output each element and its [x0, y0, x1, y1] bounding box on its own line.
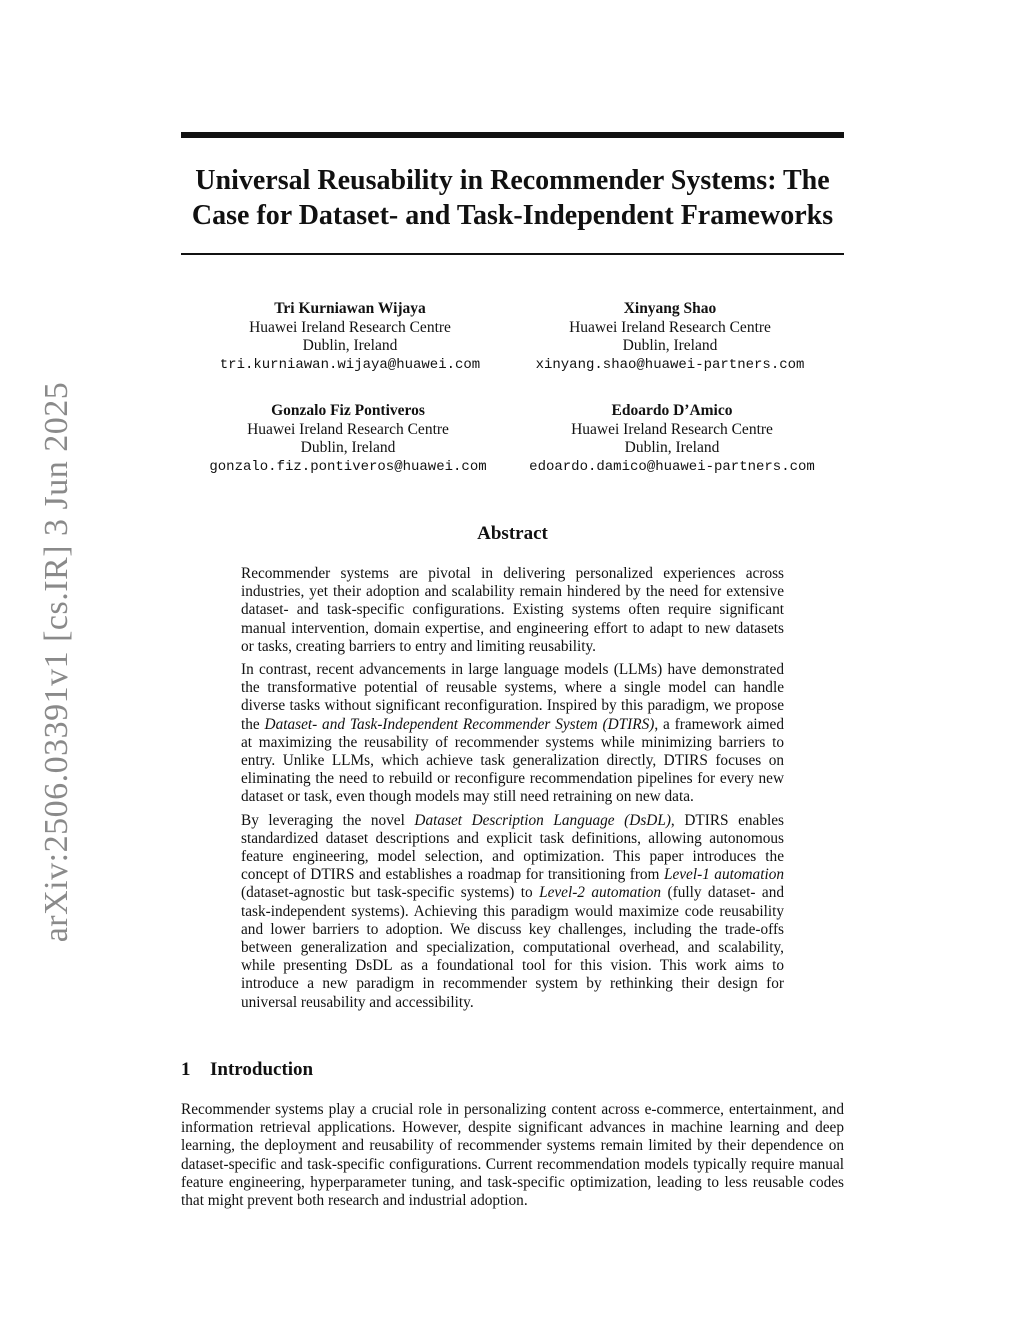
author-location: Dublin, Ireland	[300, 439, 396, 456]
title-rule-top	[181, 132, 844, 138]
author-affiliation: Huawei Ireland Research Centre	[249, 318, 451, 336]
abstract-emphasis: Level-1 automation	[663, 866, 784, 884]
title-rule-bottom	[181, 253, 844, 255]
author-location: Dublin, Ireland	[622, 337, 718, 354]
author-name: Edoardo D’Amico	[611, 402, 733, 419]
abstract-text: By leveraging the novel	[241, 811, 415, 829]
author-name: Xinyang Shao	[623, 300, 717, 317]
abstract-emphasis: Dataset- and Task-Independent Recommender System (DTIRS)	[264, 715, 655, 733]
author-email: xinyang.shao@huawei-partners.com	[535, 356, 805, 373]
section-title: Introduction	[210, 1059, 314, 1080]
author-name: Tri Kurniawan Wijaya	[274, 300, 426, 317]
abstract-text: (dataset-agnostic but task-specific systems) to	[241, 884, 540, 902]
abstract-text: , DTIRS enables standardized dataset descriptions and explicit task definitions, allowing autonomous feature engineering, model selection, and optimization. This paper introduces the concept of DTIRS and establishes a roadmap for transitioning from	[241, 811, 784, 884]
author-block	[178, 402, 518, 476]
author-location: Dublin, Ireland	[624, 439, 720, 456]
author-name: Gonzalo Fiz Pontiveros	[271, 402, 425, 419]
arxiv-identifier: arXiv:2506.03391v1 [cs.IR] 3 Jun 2025	[38, 381, 75, 943]
introduction-paragraph: Recommender systems play a crucial role in personalizing content across e-commerce, entertainment, and information retrieval applications. However, despite significant advances in machine learning and deep learning, the deployment and reusability of recommender systems remain limited by their dependence on dataset-specific and task-specific configurations. Current recommendation models typically require manual feature engineering, hyperparameter tuning, and task-specific optimization, leading to less reusable codes that might prevent both research and industrial adoption.	[181, 1101, 844, 1210]
author-block	[502, 402, 842, 476]
author-email: tri.kurniawan.wijaya@huawei.com	[219, 356, 481, 373]
abstract-body	[241, 565, 784, 1017]
author-affiliation: Huawei Ireland Research Centre	[247, 420, 449, 438]
author-block	[500, 300, 840, 374]
author-affiliation: Huawei Ireland Research Centre	[571, 420, 773, 438]
author-email: gonzalo.fiz.pontiveros@huawei.com	[209, 458, 487, 475]
paper-title: Universal Reusability in Recommender Systems: The Case for Dataset- and Task-Independent Frameworks	[191, 165, 834, 231]
abstract-text: (fully dataset- and task-independent systems). Achieving this paradigm would maximize code reusability and lower barriers to adoption. We discuss key challenges, including the trade-offs between generalization and specialization, computational overhead, and scalability, while presenting DsDL as a foundational tool for this vision. This work aims to introduce a new paradigm in recommender system by rethinking their design for universal reusability and accessibility.	[241, 884, 785, 1011]
author-email: edoardo.damico@huawei-partners.com	[529, 458, 815, 475]
abstract-emphasis: Level-2 automation	[539, 884, 662, 902]
section-number: 1	[181, 1059, 191, 1080]
abstract-paragraph: Recommender systems are pivotal in delivering personalized experiences across industries, yet their adoption and scalability remain hindered by the need for extensive dataset- and task-specific configurations. Existing systems often require significant manual intervention, domain expertise, and engineering effort to adapt to new datasets or tasks, creating barriers to entry and limiting reusability.	[241, 565, 784, 655]
abstract-heading: Abstract	[477, 523, 548, 544]
section-heading-introduction	[181, 1059, 313, 1081]
abstract-text: In contrast, recent advancements in large language models (LLMs) have demonstrated the transformative potential of reusable systems, where a single model can handle diverse tasks without significant reconfiguration. Inspired by this paradigm, we propose the	[241, 661, 784, 733]
author-block	[180, 300, 520, 374]
abstract-paragraph	[241, 812, 784, 1012]
author-affiliation: Huawei Ireland Research Centre	[569, 318, 771, 336]
abstract-emphasis: Dataset Description Language (DsDL)	[414, 811, 671, 829]
abstract-paragraph	[241, 661, 784, 807]
author-location: Dublin, Ireland	[302, 337, 398, 354]
abstract-text: , a framework aimed at maximizing the reusability of recommender systems while minimizing barriers to entry. Unlike LLMs, which achieve task generalization directly, DTIRS focuses on eliminating the need to rebuild or reconfigure recommendation pipelines for every new dataset or task, even though models may still need retraining on new data.	[241, 715, 784, 806]
